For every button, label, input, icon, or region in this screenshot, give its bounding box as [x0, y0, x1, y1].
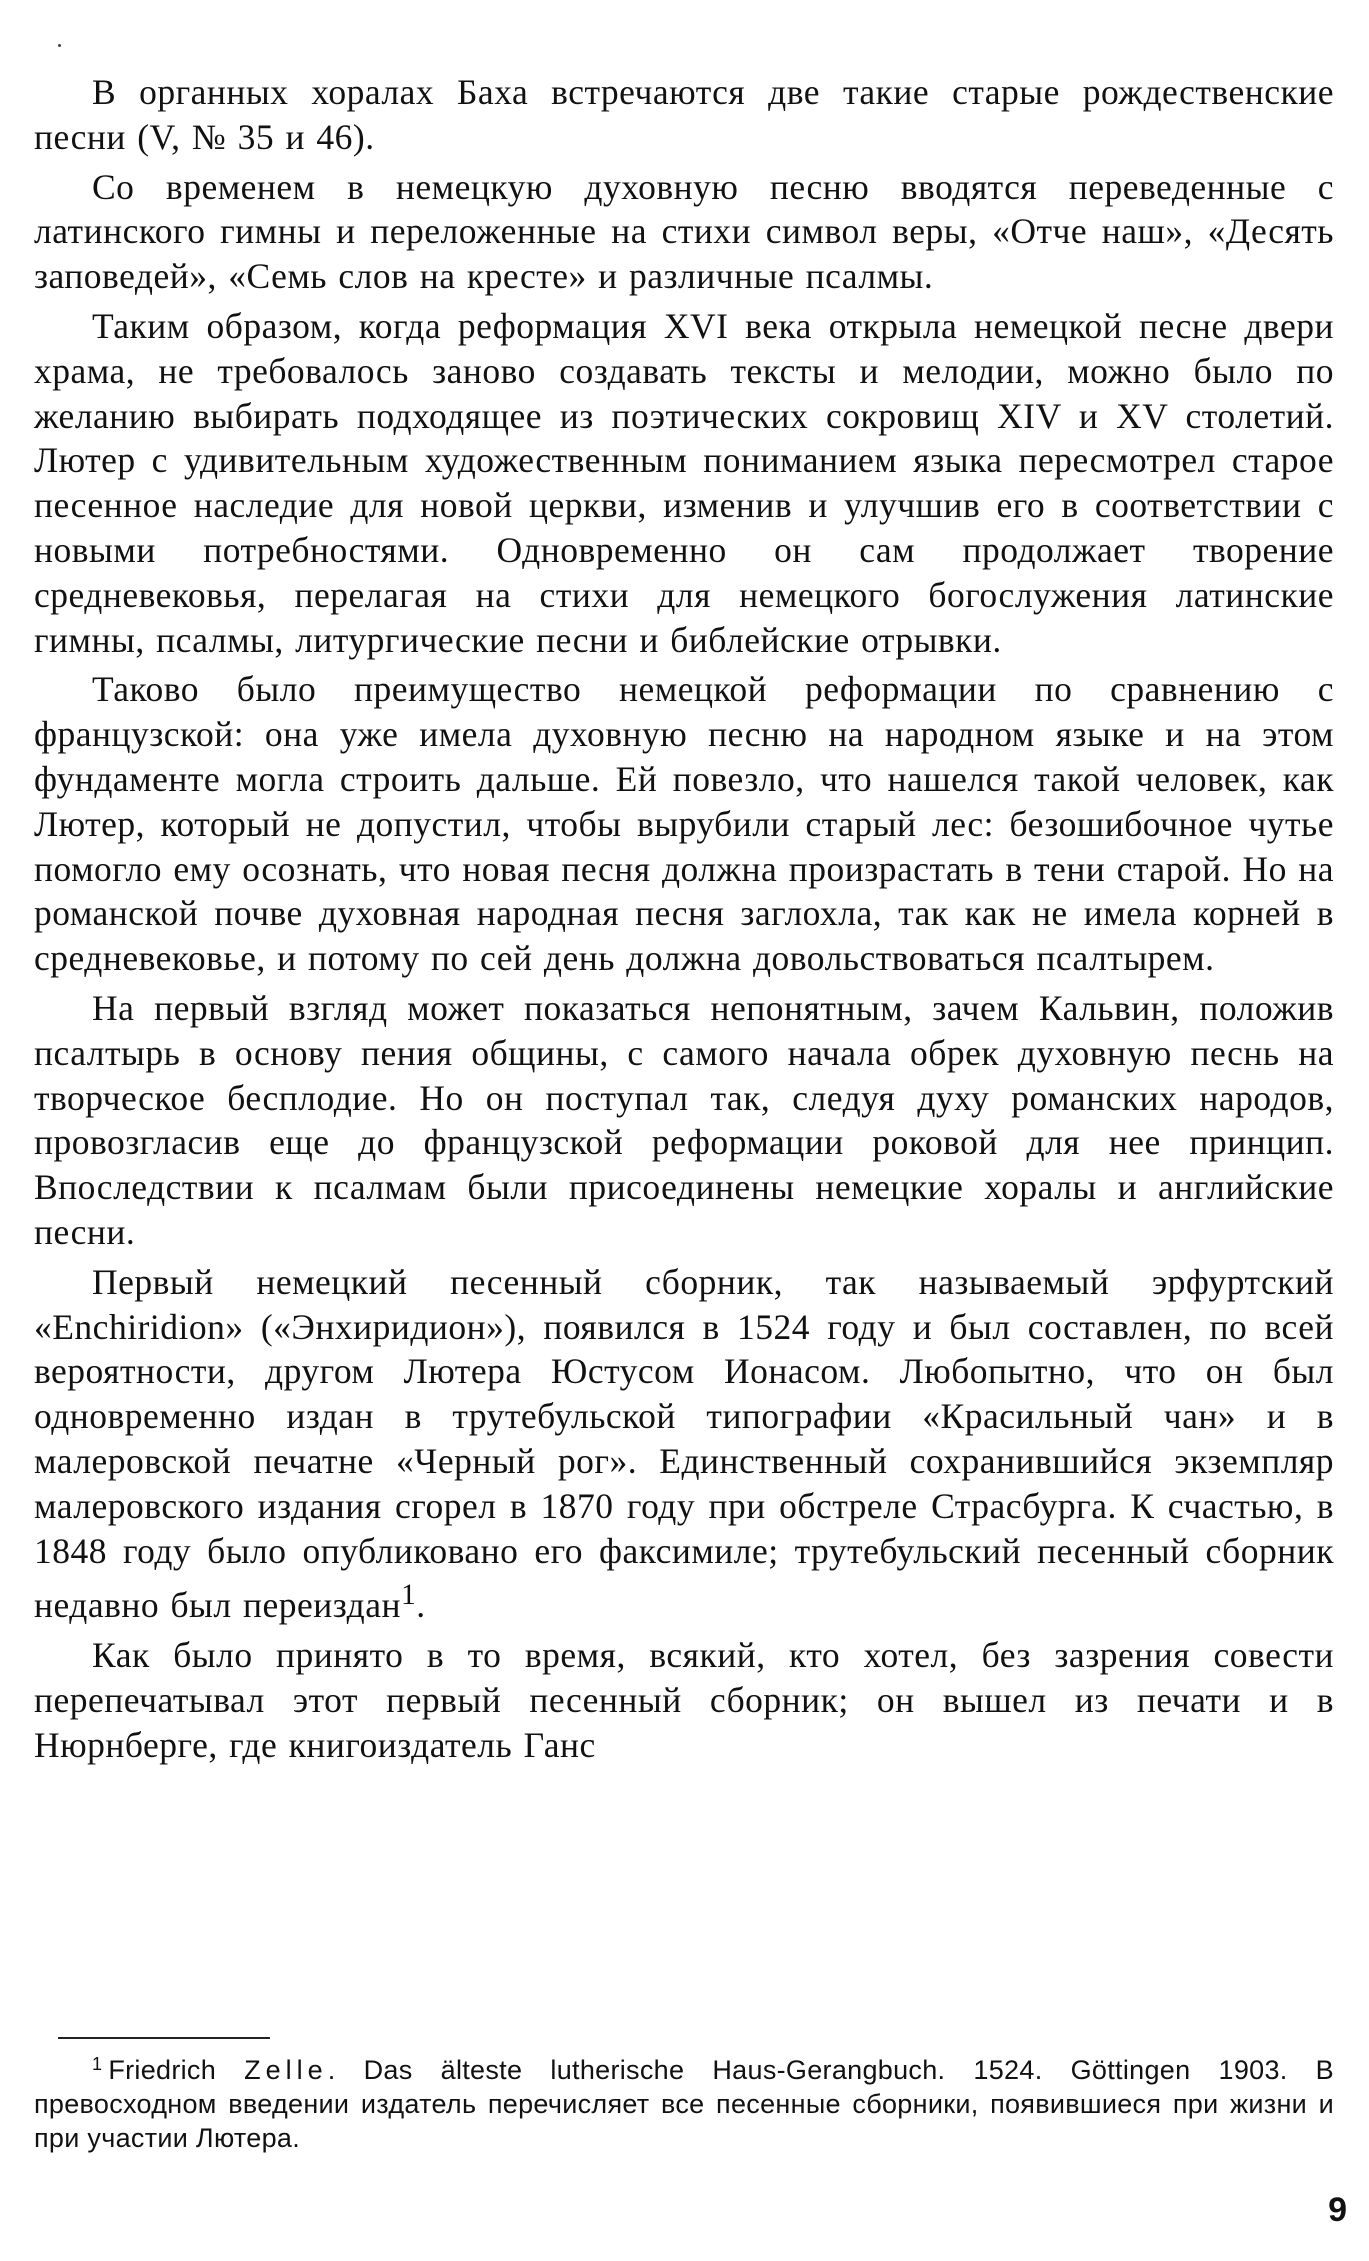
- paragraph-1: В органных хоралах Баха встречаются две такие старые рождественские песни (V, № 35 и 46).: [34, 72, 1334, 157]
- footnote-divider: [58, 2037, 270, 2039]
- footnote-text: . Das älteste lutherische Haus-Gerangbuch. 1524. Göttingen 1903. В превосходном введении издатель перечисляет все песенные сборники, появившиеся при жизни и при участии Лютера.: [34, 2055, 1334, 2153]
- footnote-author-first: Friedrich: [108, 2055, 217, 2085]
- footnote-marker: 1: [92, 2054, 103, 2074]
- paragraph-6: Первый немецкий песенный сборник, так называемый эрфуртский «Enchiridion» («Энхиридион»), появился в 1524 году и был составлен, по всей вероятности, другом Лютера Юстусом Ионасом. Любопытно, что он был одновременно издан в трутебульской типографии «Красильный чан» и в малеровской печатне «Черный рог». Единственный сохранившийся экземпляр малеровского издания сгорел в 1870 году при обстреле Страсбурга. К счастью, в 1848 году было опубликовано его факсимиле; трутебульский песенный сборник недавно был переиздан$^1$.: [34, 1261, 1334, 1626]
- paragraph-5: На первый взгляд может показаться непонятным, зачем Кальвин, положив псалтырь в основу пения общины, с самого начала обрек духовную песнь на творческое бесплодие. Но он поступал так, следуя духу романских народов, провозгласив еще до французской реформации роковой для нее принцип. Впоследствии к псалмам были присоединены немецкие хоралы и английские песни.: [34, 987, 1334, 1252]
- page-number: 9: [1328, 2191, 1347, 2229]
- page-body: [34, 70, 1334, 1767]
- stray-dot: [58, 44, 61, 47]
- paragraph-7: Как было принято в то время, всякий, кто хотел, без зазрения совести перепечатывал этот первый песенный сборник; он вышел из печати и в Нюрнберге, где книгоиздатель Ганс: [34, 1634, 1334, 1765]
- paragraph-2: Со временем в немецкую духовную песню вводятся переведенные с латинского гимны и переложенные на стихи символ веры, «Отче наш», «Десять заповедей», «Семь слов на кресте» и различные псалмы.: [34, 166, 1334, 297]
- footnote-reference: 1: [400, 1579, 417, 1612]
- footnote: [34, 2047, 1334, 2155]
- paragraph-3: Таким образом, когда реформация XVI века открыла немецкой песне двери храма, не требовалось заново создавать тексты и мелодии, можно было по желанию выбирать подходящее из поэтических сокровищ XIV и XV столетий. Лютер с удивительным художественным пониманием языка пересмотрел старое песенное наследие для новой церкви, изменив и улучшив его в соответствии с новыми потребностями. Одновременно он сам продолжает творение средневековья, перелагая на стихи для немецкого богослужения латинские гимны, псалмы, литургические песни и библейские отрывки.: [34, 305, 1334, 660]
- paragraph-4: Таково было преимущество немецкой реформации по сравнению с французской: она уже имела духовную песню на народном языке и на этом фундаменте могла строить дальше. Ей повезло, что нашелся такой человек, как Лютер, который не допустил, чтобы вырубили старый лес: безошибочное чутье помогло ему осознать, что новая песня должна произрастать в тени старой. Но на романской почве духовная народная песня заглохла, так как не имела корней в средневековье, и потому по сей день должна довольствоваться псалтырем.: [34, 669, 1334, 979]
- footnote-author-last: Zelle: [244, 2055, 328, 2085]
- paragraph-6-text: Первый немецкий песенный сборник, так называемый эрфуртский «Enchiridion» («Энхиридион»), появился в 1524 году и был составлен, по всей вероятности, другом Лютера Юстусом Ионасом. Любопытно, что он был одновременно издан в трутебульской типографии «Красильный чан» и в малеровской печатне «Черный рог». Единственный сохранившийся экземпляр малеровского издания сгорел в 1870 году при обстреле Страсбурга. К счастью, в 1848 году было опубликовано его факсимиле; трутебульский песенный сборник недавно был переиздан: [34, 1261, 1334, 1626]
